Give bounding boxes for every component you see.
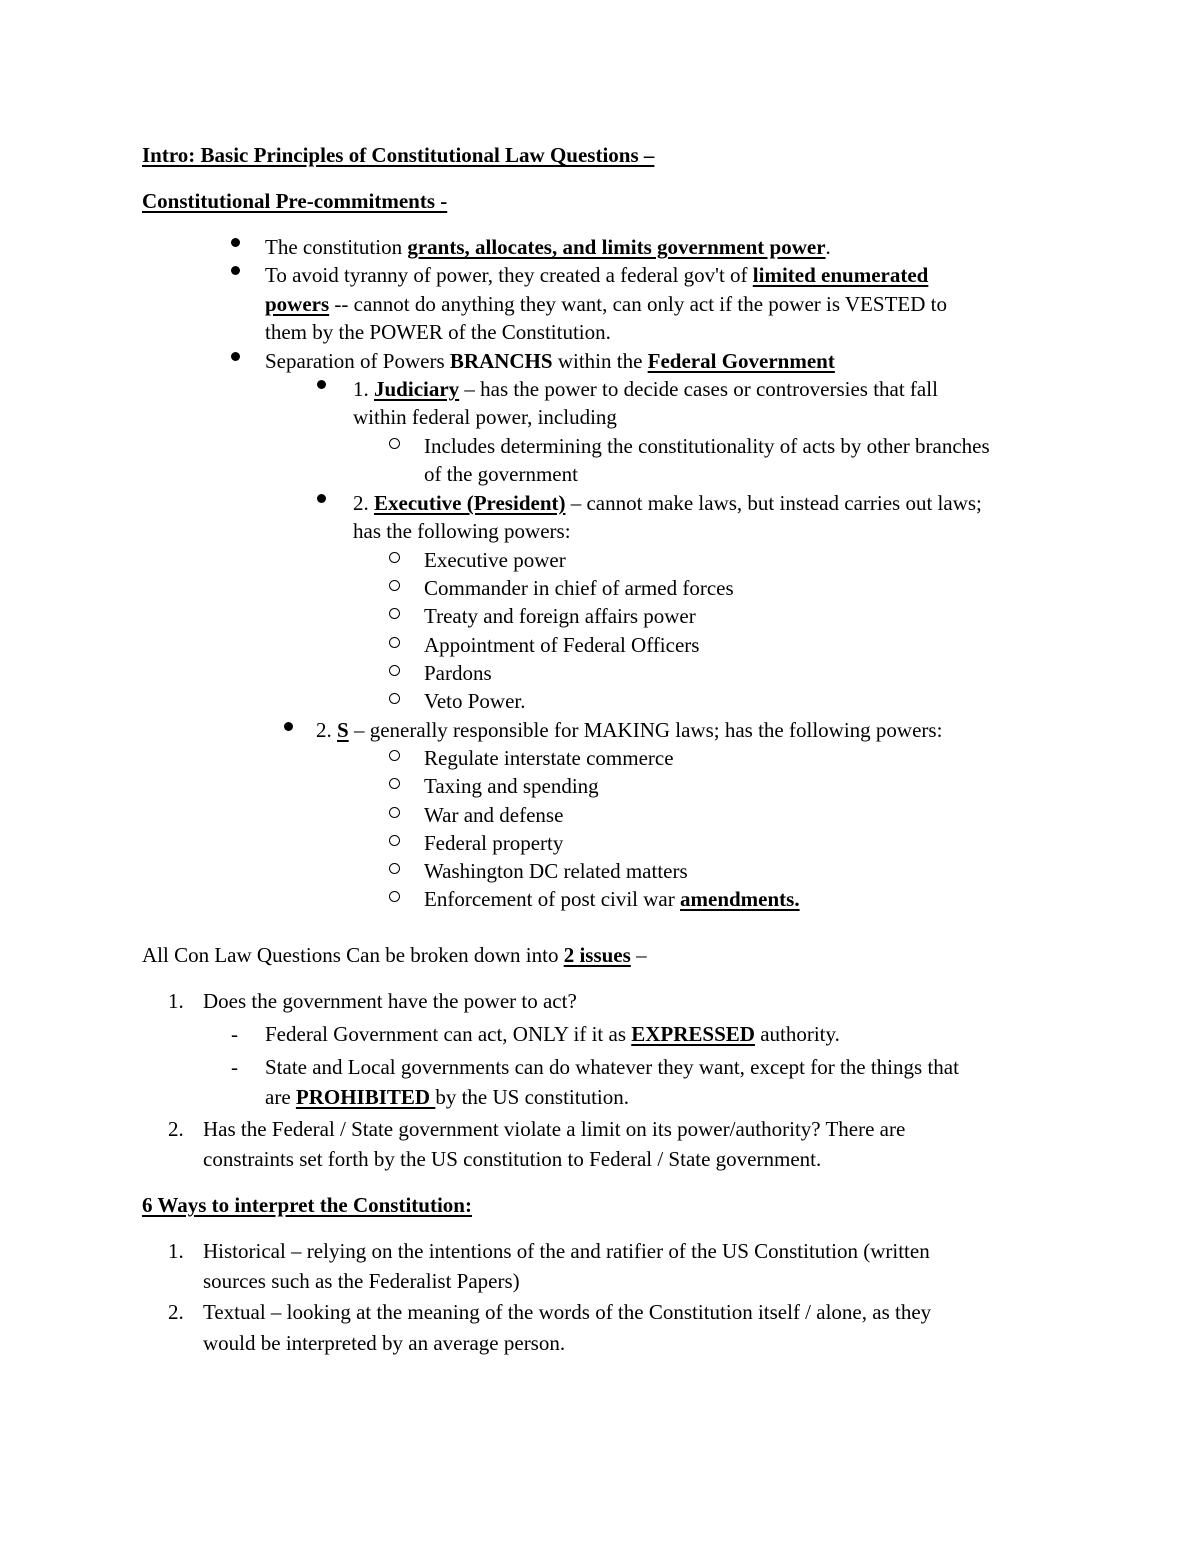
list-number: 2. [168, 1300, 184, 1324]
section-heading-ways: 6 Ways to interpret the Constitution: [142, 1193, 472, 1217]
bullet-icon [231, 352, 240, 361]
list-item: Separation of Powers BRANCHS within the Federal Government [265, 349, 835, 373]
sub-list-item: Executive power [424, 548, 566, 572]
list-item-continuation: powers -- cannot do anything they want, can only act if the power is VESTED to [265, 292, 947, 316]
bullet-icon [317, 494, 326, 503]
sub-list-item: Appointment of Federal Officers [424, 633, 700, 657]
sub-list-item: Washington DC related matters [424, 859, 688, 883]
sub-list-item: Enforcement of post civil war amendments. [424, 887, 800, 911]
sub-list-item: Taxing and spending [424, 774, 599, 798]
section-heading-precommitments [142, 187, 447, 216]
sub-list-item: War and defense [424, 803, 564, 827]
circle-bullet-icon [389, 552, 400, 563]
sub-list-item: Pardons [424, 661, 492, 685]
circle-bullet-icon [389, 665, 400, 676]
list-item-executive: 2. Executive (President) – cannot make laws, but instead carries out laws; [353, 491, 982, 515]
list-number: 2. [168, 1117, 184, 1141]
sub-list-item: Veto Power. [424, 689, 526, 713]
circle-bullet-icon [389, 778, 400, 789]
list-item-legislative: 2. S – generally responsible for MAKING laws; has the following powers: [316, 718, 943, 742]
issues-intro: All Con Law Questions Can be broken down into 2 issues – [142, 943, 647, 967]
dash-item: State and Local governments can do whatever they want, except for the things that [265, 1055, 959, 1079]
circle-bullet-icon [389, 637, 400, 648]
dash-item-continuation: are PROHIBITED by the US constitution. [265, 1085, 630, 1109]
bullet-icon [231, 266, 240, 275]
circle-bullet-icon [389, 863, 400, 874]
sub-list-item: Treaty and foreign affairs power [424, 604, 696, 628]
list-item-judiciary: 1. Judiciary – has the power to decide cases or controversies that fall [353, 377, 938, 401]
list-item-continuation: within federal power, including [353, 405, 617, 429]
list-item-continuation: them by the POWER of the Constitution. [265, 320, 611, 344]
list-number: 1. [168, 1239, 184, 1263]
numbered-item: Has the Federal / State government violate a limit on its power/authority? There are [203, 1117, 906, 1141]
sub-list-item: Federal property [424, 831, 564, 855]
list-item: To avoid tyranny of power, they created a federal gov't of limited enumerated [265, 263, 929, 287]
circle-bullet-icon [389, 750, 400, 761]
numbered-item: Does the government have the power to act? [203, 989, 577, 1013]
document-title [142, 141, 654, 170]
numbered-item: Historical – relying on the intentions of the and ratifier of the US Constitution (written [203, 1239, 930, 1263]
list-item: The constitution grants, allocates, and limits government power. [265, 235, 831, 259]
circle-bullet-icon [389, 807, 400, 818]
numbered-item-continuation: would be interpreted by an average person. [203, 1331, 566, 1355]
numbered-item-continuation: sources such as the Federalist Papers) [203, 1269, 520, 1293]
list-number: 1. [168, 989, 184, 1013]
sub-list-item: Regulate interstate commerce [424, 746, 674, 770]
dash-item: Federal Government can act, ONLY if it as EXPRESSED authority. [265, 1022, 840, 1046]
circle-bullet-icon [389, 693, 400, 704]
numbered-item-continuation: constraints set forth by the US constitution to Federal / State government. [203, 1147, 822, 1171]
sub-list-item: Commander in chief of armed forces [424, 576, 734, 600]
precommit-heading-text: Constitutional Pre-commitments - [142, 189, 448, 213]
title-text: Intro: Basic Principles of Constitutional Law Questions – [142, 143, 655, 167]
circle-bullet-icon [389, 835, 400, 846]
bullet-icon [284, 722, 293, 731]
dash-bullet: - [231, 1022, 238, 1046]
bullet-icon [317, 380, 326, 389]
sub-list-item: Includes determining the constitutionality of acts by other branches [424, 434, 990, 458]
numbered-item: Textual – looking at the meaning of the words of the Constitution itself / alone, as they [203, 1300, 932, 1324]
list-item-continuation: has the following powers: [353, 519, 571, 543]
circle-bullet-icon [389, 580, 400, 591]
circle-bullet-icon [389, 608, 400, 619]
bullet-icon [231, 238, 240, 247]
circle-bullet-icon [389, 438, 400, 449]
dash-bullet: - [231, 1055, 238, 1079]
circle-bullet-icon [389, 891, 400, 902]
sub-list-item-continuation: of the government [424, 462, 578, 486]
